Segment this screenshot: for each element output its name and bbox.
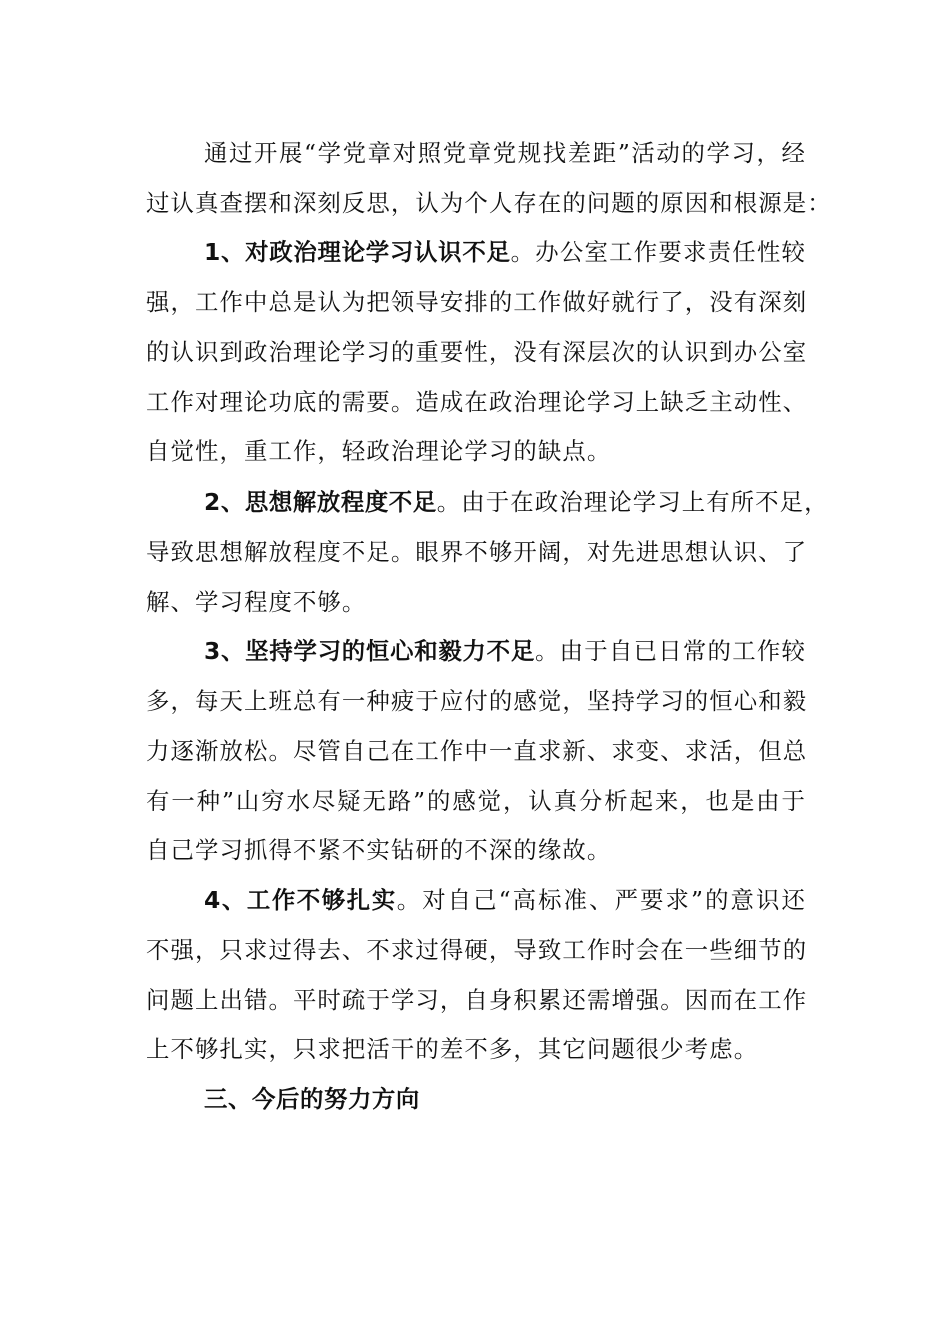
item-1-first-line [204,236,806,268]
item-4-lead: 。对自己“高标准、严要求”的意识还 [396,886,806,914]
item-4-first-line [204,884,806,916]
item-2-first-line [204,486,829,518]
item-3-line: 力逐渐放松。尽管自己在工作中一直求新、求变、求活，但总 [146,737,808,765]
intro-line-2: 过认真查摆和深刻反思，认为个人存在的问题的原因和根源是： [146,189,832,217]
item-2-heading: 2、思想解放程度不足 [204,488,437,516]
item-3-lead: 。由于自已日常的工作较 [535,637,806,665]
item-2-lead: 。由于在政治理论学习上有所不足， [436,488,829,516]
item-2-line: 导致思想解放程度不足。眼界不够开阔，对先进思想认识、了 [146,538,808,566]
item-3-line: 多，每天上班总有一种疲于应付的感觉，坚持学习的恒心和毅 [146,687,808,715]
item-4-line: 不强，只求过得去、不求过得硬，导致工作时会在一些细节的 [146,936,808,964]
item-3-line: 自己学习抓得不紧不实钻研的不深的缘故。 [146,836,612,864]
item-1-heading: 1、对政治理论学习认识不足 [204,238,511,266]
item-3-line: 有一种”山穷水尽疑无路”的感觉，认真分析起来，也是由于 [146,787,806,815]
item-4-line: 问题上出错。平时疏于学习，自身积累还需增强。因而在工作 [146,986,808,1014]
item-1-lead: 。办公室工作要求责任性较 [510,238,806,266]
section-title: 三、今后的努力方向 [204,1085,420,1113]
item-4-heading: 4、工作不够扎实 [204,886,397,914]
item-3-heading: 3、坚持学习的恒心和毅力不足 [204,637,535,665]
item-3-first-line [204,635,806,667]
intro-line-1: 通过开展“学党章对照党章党规找差距”活动的学习，经 [204,139,806,167]
item-4-line: 上不够扎实，只求把活干的差不多，其它问题很少考虑。 [146,1035,759,1063]
item-1-line: 强，工作中总是认为把领导安排的工作做好就行了，没有深刻 [146,288,808,316]
item-1-line: 自觉性，重工作，轻政治理论学习的缺点。 [146,437,612,465]
item-2-line: 解、学习程度不够。 [146,588,367,616]
item-1-line: 工作对理论功底的需要。造成在政治理论学习上缺乏主动性、 [146,388,808,416]
item-1-line: 的认识到政治理论学习的重要性，没有深层次的认识到办公室 [146,338,808,366]
